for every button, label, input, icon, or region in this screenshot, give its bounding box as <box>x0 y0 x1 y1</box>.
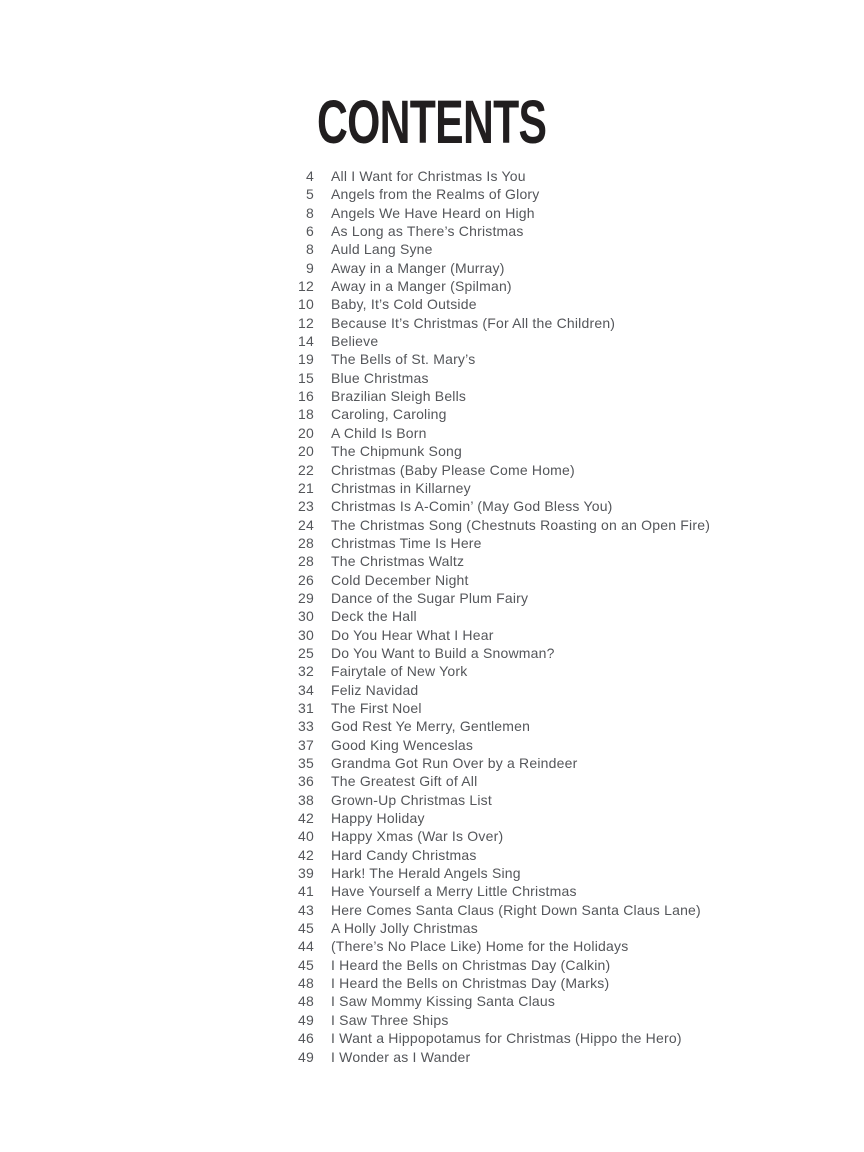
toc-page-number: 35 <box>298 755 314 771</box>
toc-row <box>281 919 741 937</box>
toc-row <box>281 552 741 570</box>
toc-page-number: 34 <box>298 681 314 698</box>
toc-page-number: 49 <box>298 1048 314 1065</box>
toc-row <box>281 736 741 754</box>
toc-page-number: 37 <box>298 736 314 753</box>
toc-page-number: 20 <box>298 443 314 460</box>
toc-row <box>281 956 741 974</box>
toc-page-number: 45 <box>298 956 314 973</box>
toc-row <box>281 314 741 332</box>
toc-song-title: I Wonder as I Wander <box>331 1048 471 1065</box>
toc-page-number: 18 <box>298 406 314 423</box>
toc-row <box>281 461 741 479</box>
toc-song-title: Blue Christmas <box>331 369 429 386</box>
toc-page-number: 19 <box>298 351 314 368</box>
toc-row <box>281 681 741 699</box>
toc-page-number: 8 <box>306 204 314 221</box>
toc-song-title: Auld Lang Syne <box>331 241 433 258</box>
toc-row <box>281 699 741 717</box>
toc-row <box>281 369 741 387</box>
toc-row <box>281 607 741 625</box>
toc-page-number: 20 <box>298 424 314 441</box>
toc-song-title: Christmas (Baby Please Come Home) <box>331 461 575 478</box>
toc-page-number: 42 <box>298 810 314 827</box>
toc-page-number: 46 <box>298 1030 314 1047</box>
toc-song-title: Brazilian Sleigh Bells <box>331 388 467 405</box>
toc-page-number: 6 <box>306 223 314 240</box>
toc-page-number: 14 <box>298 333 314 350</box>
toc-song-title: Because It’s Christmas (For All the Children) <box>331 314 616 331</box>
toc-song-title: The Chipmunk Song <box>331 443 463 460</box>
toc-song-title: Grown-Up Christmas List <box>331 791 492 808</box>
toc-row <box>281 516 741 534</box>
toc-song-title: Cold December Night <box>331 571 469 588</box>
toc-song-title: Away in a Manger (Murray) <box>331 259 505 276</box>
toc-page-number: 10 <box>298 296 314 313</box>
toc-song-title: A Child Is Born <box>331 424 427 441</box>
toc-song-title: (There’s No Place Like) Home for the Holidays <box>331 938 629 955</box>
toc-row <box>281 754 741 772</box>
toc-page-number: 33 <box>298 718 314 735</box>
toc-row <box>281 571 741 589</box>
toc-row <box>281 644 741 662</box>
toc-row <box>281 240 741 258</box>
toc-page-number: 28 <box>298 553 314 570</box>
toc-song-title: I Want a Hippopotamus for Christmas (Hippo the Hero) <box>331 1030 682 1047</box>
toc-song-title: Happy Holiday <box>331 810 425 827</box>
toc-row <box>281 1048 741 1066</box>
toc-song-title: Angels from the Realms of Glory <box>331 186 540 203</box>
toc-row <box>281 717 741 735</box>
toc-page-number: 42 <box>298 846 314 863</box>
toc-row <box>281 497 741 515</box>
toc-song-title: I Saw Three Ships <box>331 1011 449 1028</box>
toc-page-number: 32 <box>298 663 314 680</box>
toc-song-title: Have Yourself a Merry Little Christmas <box>331 883 577 900</box>
toc-row <box>281 662 741 680</box>
toc-song-title: As Long as There’s Christmas <box>331 223 524 240</box>
toc-page-number: 49 <box>298 1011 314 1028</box>
toc-song-title: I Saw Mommy Kissing Santa Claus <box>331 993 556 1010</box>
toc-row <box>281 259 741 277</box>
toc-song-title: I Heard the Bells on Christmas Day (Marks) <box>331 975 610 992</box>
toc-row <box>281 424 741 442</box>
toc-page-number: 8 <box>306 241 314 258</box>
toc-page-number: 48 <box>298 975 314 992</box>
toc-song-title: Away in a Manger (Spilman) <box>331 278 512 295</box>
toc-row <box>281 992 741 1010</box>
toc-page-number: 21 <box>298 479 314 496</box>
toc-song-title: Christmas Time Is Here <box>331 534 482 551</box>
toc-list <box>281 167 741 1066</box>
toc-row <box>281 626 741 644</box>
toc-row <box>281 974 741 992</box>
toc-song-title: Angels We Have Heard on High <box>331 204 535 221</box>
toc-row <box>281 827 741 845</box>
toc-song-title: Dance of the Sugar Plum Fairy <box>331 589 529 606</box>
toc-page-number: 9 <box>306 259 314 276</box>
toc-row <box>281 864 741 882</box>
toc-page-number: 41 <box>298 883 314 900</box>
toc-page-number: 36 <box>298 773 314 790</box>
toc-song-title: A Holly Jolly Christmas <box>331 920 478 937</box>
toc-song-title: The Christmas Waltz <box>331 553 465 570</box>
toc-song-title: Caroling, Caroling <box>331 406 447 423</box>
toc-page-number: 30 <box>298 626 314 643</box>
toc-song-title: Feliz Navidad <box>331 681 419 698</box>
toc-page-number: 31 <box>298 699 314 716</box>
toc-song-title: Christmas Is A-Comin’ (May God Bless You) <box>331 498 613 515</box>
toc-page-number: 30 <box>298 608 314 625</box>
toc-row <box>281 185 741 203</box>
toc-page-number: 28 <box>298 534 314 551</box>
toc-song-title: The First Noel <box>331 699 422 716</box>
toc-row <box>281 405 741 423</box>
toc-song-title: God Rest Ye Merry, Gentlemen <box>331 718 531 735</box>
toc-row <box>281 387 741 405</box>
toc-row <box>281 1029 741 1047</box>
toc-row <box>281 937 741 955</box>
toc-row <box>281 901 741 919</box>
toc-song-title: Do You Want to Build a Snowman? <box>331 644 555 661</box>
toc-page-number: 44 <box>298 938 314 955</box>
toc-song-title: The Bells of St. Mary’s <box>331 351 476 368</box>
toc-song-title: I Heard the Bells on Christmas Day (Calkin) <box>331 956 611 973</box>
toc-page-number: 15 <box>298 369 314 386</box>
toc-song-title: Good King Wenceslas <box>331 736 474 753</box>
toc-song-title: Baby, It’s Cold Outside <box>331 296 477 313</box>
toc-song-title: The Greatest Gift of All <box>331 773 478 790</box>
toc-page-number: 26 <box>298 571 314 588</box>
toc-row <box>281 809 741 827</box>
toc-page-number: 23 <box>298 498 314 515</box>
toc-page-number: 12 <box>298 314 314 331</box>
toc-song-title: Happy Xmas (War Is Over) <box>331 828 504 845</box>
toc-row <box>281 222 741 240</box>
toc-page-number: 38 <box>298 791 314 808</box>
toc-page-number: 4 <box>306 168 314 184</box>
toc-page-number: 48 <box>298 993 314 1010</box>
toc-song-title: Christmas in Killarney <box>331 479 471 496</box>
toc-page-number: 5 <box>306 186 314 203</box>
page-title: CONTENTS <box>317 88 547 156</box>
toc-song-title: Do You Hear What I Hear <box>331 626 494 643</box>
toc-page-number: 22 <box>298 461 314 478</box>
toc-song-title: Believe <box>331 333 379 350</box>
toc-row <box>281 846 741 864</box>
toc-row <box>281 882 741 900</box>
toc-row <box>281 332 741 350</box>
toc-row <box>281 204 741 222</box>
toc-song-title: Hark! The Herald Angels Sing <box>331 865 521 882</box>
toc-row <box>281 589 741 607</box>
toc-row <box>281 1011 741 1029</box>
toc-song-title: The Christmas Song (Chestnuts Roasting on an Open Fire) <box>331 516 711 533</box>
toc-page-number: 29 <box>298 589 314 606</box>
toc-row <box>281 534 741 552</box>
toc-song-title: Deck the Hall <box>331 608 417 625</box>
toc-row <box>281 442 741 460</box>
toc-page-number: 43 <box>298 901 314 918</box>
toc-page-number: 39 <box>298 865 314 882</box>
toc-song-title: Here Comes Santa Claus (Right Down Santa Claus Lane) <box>331 901 701 918</box>
toc-page-number: 16 <box>298 388 314 405</box>
toc-row <box>281 791 741 809</box>
toc-page-number: 24 <box>298 516 314 533</box>
toc-song-title: Fairytale of New York <box>331 663 468 680</box>
toc-song-title: Grandma Got Run Over by a Reindeer <box>331 755 578 771</box>
toc-row <box>281 167 741 185</box>
toc-page-number: 45 <box>298 920 314 937</box>
toc-song-title: Hard Candy Christmas <box>331 846 477 863</box>
toc-page-number: 40 <box>298 828 314 845</box>
toc-song-title: All I Want for Christmas Is You <box>331 168 526 184</box>
toc-row <box>281 350 741 368</box>
toc-page-number: 12 <box>298 278 314 295</box>
toc-row <box>281 295 741 313</box>
toc-row <box>281 479 741 497</box>
toc-row <box>281 772 741 790</box>
toc-row <box>281 277 741 295</box>
toc-page-number: 25 <box>298 644 314 661</box>
